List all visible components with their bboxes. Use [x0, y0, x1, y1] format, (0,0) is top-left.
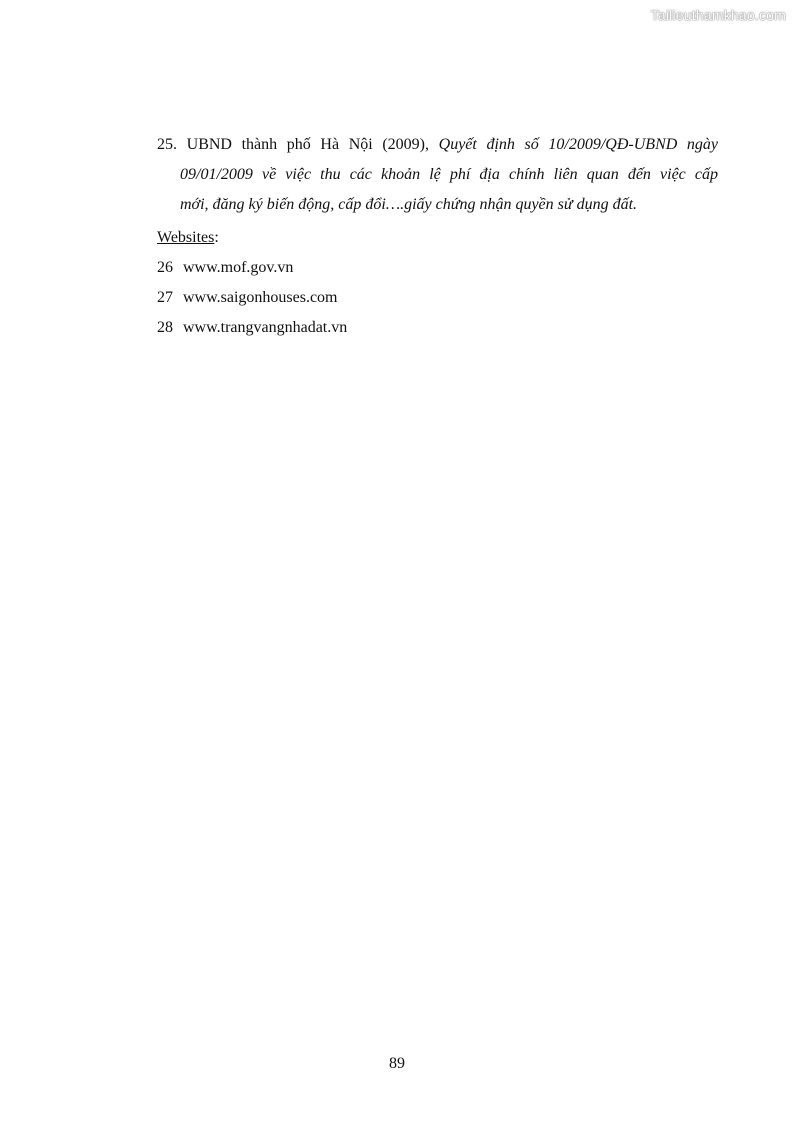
website-url[interactable]: www.mof.gov.vn: [183, 259, 294, 276]
reference-number: 25.: [157, 136, 177, 153]
reference-25-line1: [157, 130, 718, 160]
website-number: 26: [157, 259, 173, 276]
website-url[interactable]: www.saigonhouses.com: [183, 289, 338, 306]
reference-title-part1: Quyết định số 10/2009/QĐ-UBND ngày: [438, 136, 719, 153]
website-number: 28: [157, 319, 173, 336]
websites-heading: [157, 223, 718, 253]
reference-author-year: UBND thành phố Hà Nội (2009),: [186, 136, 429, 153]
page-number: 89: [389, 1055, 405, 1072]
watermark-text: Tailieuthamkhao.com: [650, 7, 786, 23]
website-item-27: [157, 283, 718, 313]
website-item-28: [157, 313, 718, 343]
references-section: [157, 130, 718, 343]
website-number: 27: [157, 289, 173, 306]
website-item-26: [157, 253, 718, 283]
websites-heading-label: Websites: [157, 229, 215, 246]
websites-heading-colon: :: [214, 229, 219, 246]
website-url[interactable]: www.trangvangnhadat.vn: [183, 319, 348, 336]
reference-25-line3: mới, đăng ký biến động, cấp đổi….giấy chứng nhận quyền sử dụng đất.: [180, 196, 638, 213]
reference-25-line2: 09/01/2009 về việc thu các khoản lệ phí địa chính liên quan đến việc cấp: [180, 166, 718, 183]
